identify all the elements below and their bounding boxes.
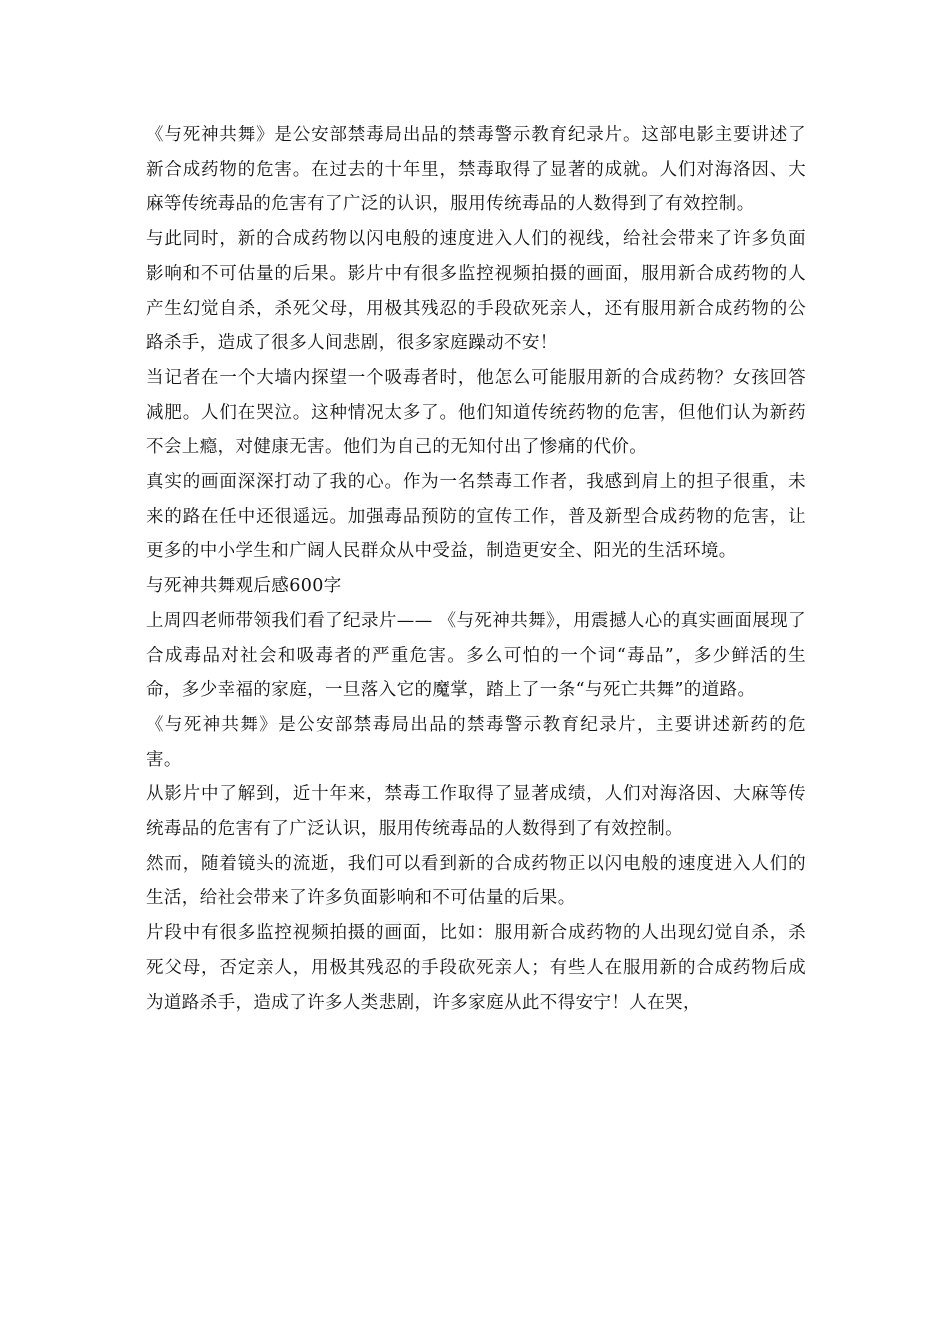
document-body	[146, 118, 806, 1020]
section-heading: 与死神共舞观后感600字	[146, 576, 342, 597]
paragraph-1: 《与死神共舞》是公安部禁毒局出品的禁毒警示教育纪录片。这部电影主要讲述了新合成药物的危害。在过去的十年里，禁毒取得了显著的成就。人们对海洛因、大麻等传统毒品的危害有了广泛的认识，服用传统毒品的人数得到了有效控制。	[146, 125, 806, 215]
paragraph-8: 然而，随着镜头的流逝，我们可以看到新的合成药物正以闪电般的速度进入人们的生活，给社会带来了许多负面影响和不可估量的后果。	[146, 853, 806, 909]
paragraph-2: 与此同时，新的合成药物以闪电般的速度进入人们的视线，给社会带来了许多负面影响和不可估量的后果。影片中有很多监控视频拍摄的画面，服用新合成药物的人产生幻觉自杀，杀死父母，用极其残忍的手段砍死亲人，还有服用新合成药物的公路杀手，造成了很多人间悲剧，很多家庭躁动不安！	[146, 229, 806, 354]
paragraph-4: 真实的画面深深打动了我的心。作为一名禁毒工作者，我感到肩上的担子很重，未来的路在任中还很遥远。加强毒品预防的宣传工作，普及新型合成药物的危害，让更多的中小学生和广阔人民群众从中受益，制造更安全、阳光的生活环境。	[146, 472, 806, 562]
paragraph-3: 当记者在一个大墙内探望一个吸毒者时，他怎么可能服用新的合成药物？女孩回答减肥。人们在哭泣。这种情况太多了。他们知道传统药物的危害，但他们认为新药不会上瘾，对健康无害。他们为自己的无知付出了惨痛的代价。	[146, 367, 806, 458]
paragraph-5: 上周四老师带领我们看了纪录片—— 《与死神共舞》，用震撼人心的真实画面展现了合成毒品对社会和吸毒者的严重危害。多么可怕的一个词“毒品”，多少鲜活的生命，多少幸福的家庭，一旦落入它的魔掌，踏上了一条“与死亡共舞”的道路。	[146, 610, 806, 701]
paragraph-6: 《与死神共舞》是公安部禁毒局出品的禁毒警示教育纪录片，主要讲述新药的危害。	[146, 714, 806, 770]
paragraph-9: 片段中有很多监控视频拍摄的画面，比如：服用新合成药物的人出现幻觉自杀，杀死父母，否定亲人，用极其残忍的手段砍死亲人；有些人在服用新的合成药物后成为道路杀手，造成了许多人类悲剧，许多家庭从此不得安宁！人在哭，	[146, 923, 806, 1013]
paragraph-7: 从影片中了解到，近十年来，禁毒工作取得了显著成绩，人们对海洛因、大麻等传统毒品的危害有了广泛认识，服用传统毒品的人数得到了有效控制。	[146, 784, 806, 840]
